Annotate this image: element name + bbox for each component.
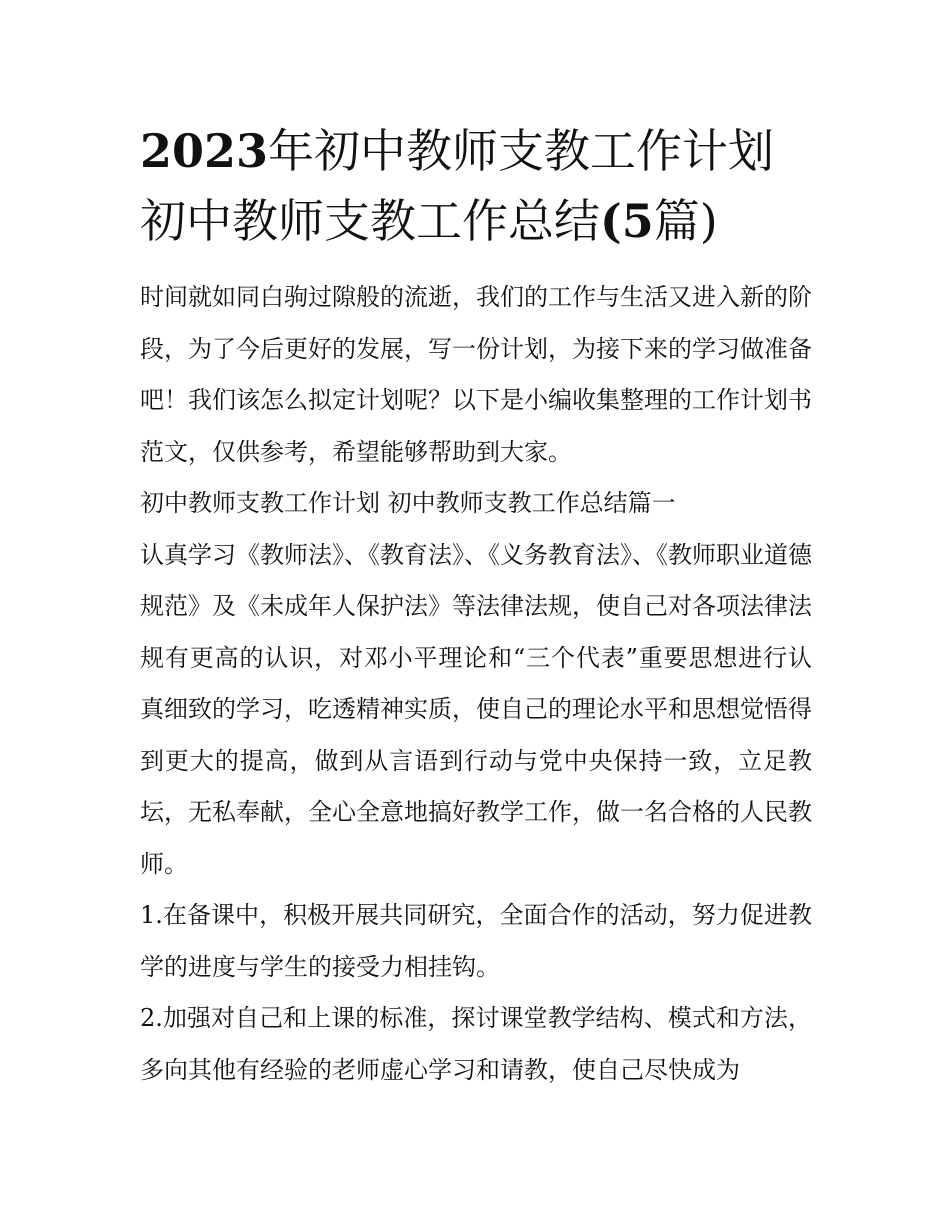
intro-paragraph: 时间就如同白驹过隙般的流逝，我们的工作与生活又进入新的阶段，为了今后更好的发展，写一份计划，为接下来的学习做准备吧！我们该怎么拟定计划呢？以下是小编收集整理的工作计划书范文，仅供参考，希望能够帮助到大家。: [140, 283, 812, 466]
document-page: [140, 116, 812, 1096]
title-year: 2023: [140, 124, 269, 178]
document-title: [140, 116, 812, 256]
title-line-1: [140, 116, 812, 186]
title-line-2: [140, 186, 812, 256]
title-count: (5: [600, 194, 654, 248]
section-heading: 初中教师支教工作计划 初中教师支教工作总结篇一: [140, 489, 676, 517]
body-paragraph-1: 认真学习《教师法》、《教育法》、《义务教育法》、《教师职业道德规范》及《未成年人保护法》等法律法规，使自己对各项法律法规有更高的认识，对邓小平理论和“三个代表”重要思想进行认真细致的学习，吃透精神实质，使自己的理论水平和思想觉悟得到更大的提高，做到从言语到行动与党中央保持一致，立足教坛，无私奉献，全心全意地搞好教学工作，做一名合格的人民教师。: [140, 540, 812, 878]
list-item-2: 2.加强对自己和上课的标准，探讨课堂教学结构、模式和方法，多向其他有经验的老师虚心学习和请教，使自己尽快成为: [140, 1004, 812, 1084]
list-item-1: 1.在备课中，积极开展共同研究，全面合作的活动，努力促进教学的进度与学生的接受力相挂钩。: [140, 901, 812, 981]
title-line-1-text: 年初中教师支教工作计划: [268, 124, 775, 178]
document-body: [140, 272, 812, 1096]
title-line-2-text: 初中教师支教工作总结: [140, 194, 600, 248]
title-count-unit: 篇): [653, 194, 718, 248]
